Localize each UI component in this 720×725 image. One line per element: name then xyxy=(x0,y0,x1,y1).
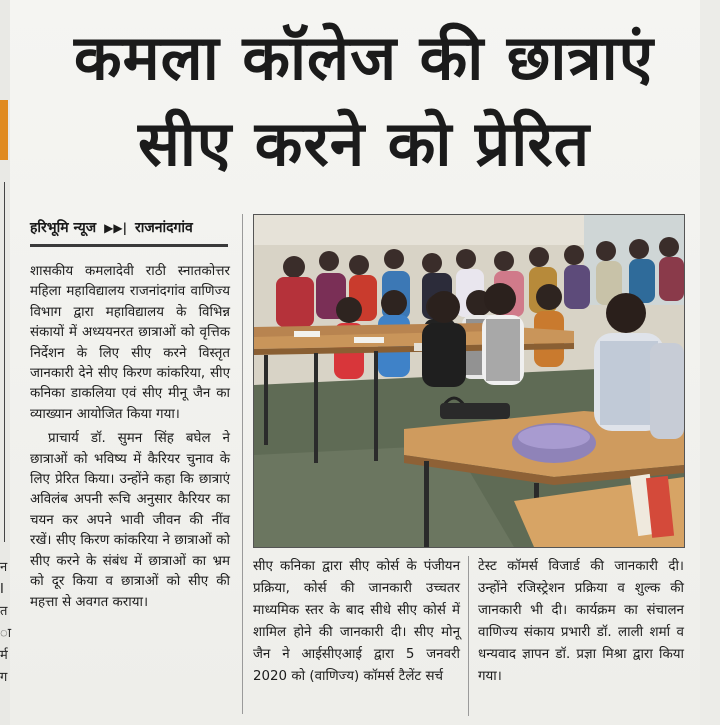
adjacent-text-fragment: I xyxy=(0,582,4,597)
column-divider xyxy=(468,556,469,716)
article-paragraph-1: शासकीय कमलादेवी राठी स्नातकोत्तर महिला महाविद्यालय राजनांदगांव वाणिज्य विभाग द्वारा महाविद्यालय के विभिन्न संकायों में अध्ययनरत छात्राओं को वृत्तिक निर्देशन के लिए सीए करने विस्तृत जानकारी देने सीए किरण कांकरिया, सीए कनिका डाकलिया एवं सीए मीनू जैन का व्याख्यान आयोजित किया गया। xyxy=(30,264,230,422)
byline-arrow-icon: ▶▶| xyxy=(104,221,127,235)
adjacent-text-fragment: त xyxy=(0,604,8,619)
page-right-margin xyxy=(700,0,720,725)
article-column-2 xyxy=(253,556,460,688)
article-paragraph-4: टेस्ट कॉमर्स विजार्ड की जानकारी दी। उन्होंने रजिस्ट्रेशन प्रक्रिया व शुल्क की जानकारी भी दी। कार्यक्रम का संचालन वाणिज्य संकाय प्रभारी डॉ. लाली शर्मा व धन्यवाद ज्ञापन डॉ. प्रज्ञा मिश्रा द्वारा किया गया। xyxy=(478,559,684,684)
adjacent-text-fragment: ा xyxy=(0,626,12,641)
adjacent-text-fragment: र्म xyxy=(0,648,8,663)
article-paragraph-3: सीए कनिका द्वारा सीए कोर्स के पंजीयन प्रक्रिया, कोर्स की जानकारी उच्चतर माध्यमिक स्तर के बाद सीधे सीए कोर्स में शामिल होने की जानकारी दी। सीए मोनू जैन ने आईसीएआई द्वारा 5 जनवरी 2020 को (वाणिज्य) कॉमर्स टैलेंट सर्च xyxy=(253,559,460,684)
classroom-photo-image xyxy=(254,215,684,547)
column-divider xyxy=(242,214,243,714)
adjacent-text-fragment: न xyxy=(0,560,8,575)
adjacent-column-rule xyxy=(0,182,5,542)
headline-line-2: सीए करने को प्रेरित xyxy=(137,107,591,180)
article-column-3 xyxy=(478,556,684,688)
byline-source: हरिभूमि न्यूज xyxy=(30,220,97,236)
headline-line-1: कमला कॉलेज की छात्राएं xyxy=(73,21,655,94)
classroom-photo xyxy=(253,214,685,548)
adjacent-color-block xyxy=(0,100,8,160)
article-column-1 xyxy=(30,262,230,617)
byline xyxy=(30,214,228,247)
article-paragraph-2: प्राचार्य डॉ. सुमन सिंह बघेल ने छात्राओं को भविष्य में कैरियर चुनाव के लिए प्रेरित किया। उन्होंने कहा कि छात्राएं अविलंब अपनी रूचि अनुसार कैरियर का चयन कर अपने भावी जीवन की नींव रखें। सीए किरण कांकरिया ने छात्राओं को सीए करने के संबंध में छात्राओं का भ्रम को दूर किया व छात्राओं को सीए की महत्ता से अवगत कराया। xyxy=(30,431,230,610)
byline-location: राजनांदगांव xyxy=(134,220,193,236)
adjacent-text-fragment: ग xyxy=(0,670,8,685)
